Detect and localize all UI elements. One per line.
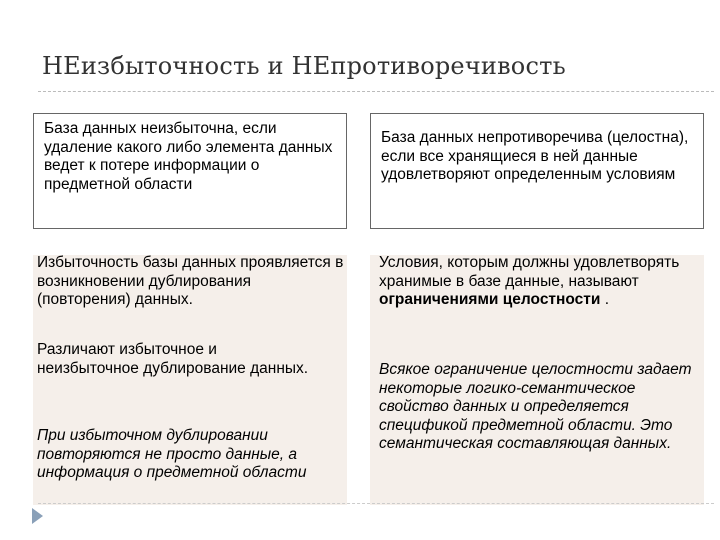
title-underline xyxy=(38,91,714,92)
integrity-constraints-term: ограничениями целостности xyxy=(379,291,601,308)
slide-title: НЕизбыточность и НЕпротиворечивость xyxy=(42,52,566,80)
slide-nav-arrow-icon xyxy=(32,508,43,524)
left-redundancy-text: Избыточность базы данных проявляется в возникновении дублирования (повторения) данных. xyxy=(37,254,344,308)
right-conditions-lead: Условия, которым должны удовлетворять хранимые в базе данные, называют xyxy=(379,254,680,290)
right-conditions-text xyxy=(379,254,699,310)
left-definition-text: База данных неизбыточна, если удаление какого либо элемента данных ведет к потере информации о предметной области xyxy=(44,120,333,193)
left-duplication-types-text: Различают избыточное и неизбыточное дублирование данных. xyxy=(37,341,309,377)
right-conditions-tail: . xyxy=(600,291,610,308)
bottom-rule xyxy=(38,503,714,504)
left-redundant-duplication-text: При избыточном дублировании повторяются не просто данные, а информация о предметной области xyxy=(37,427,307,481)
right-definition-box xyxy=(370,113,704,229)
right-integrity-constraint-text: Всякое ограничение целостности задает некоторые логико-семантическое свойство данных и определяется спецификой предметной области. Это семантическая составляющая данных. xyxy=(379,361,692,452)
left-definition-box xyxy=(33,113,347,229)
right-definition-text: База данных непротиворечива (целостна), если все хранящиеся в ней данные удовлетворяют определенным условиям xyxy=(381,129,689,183)
